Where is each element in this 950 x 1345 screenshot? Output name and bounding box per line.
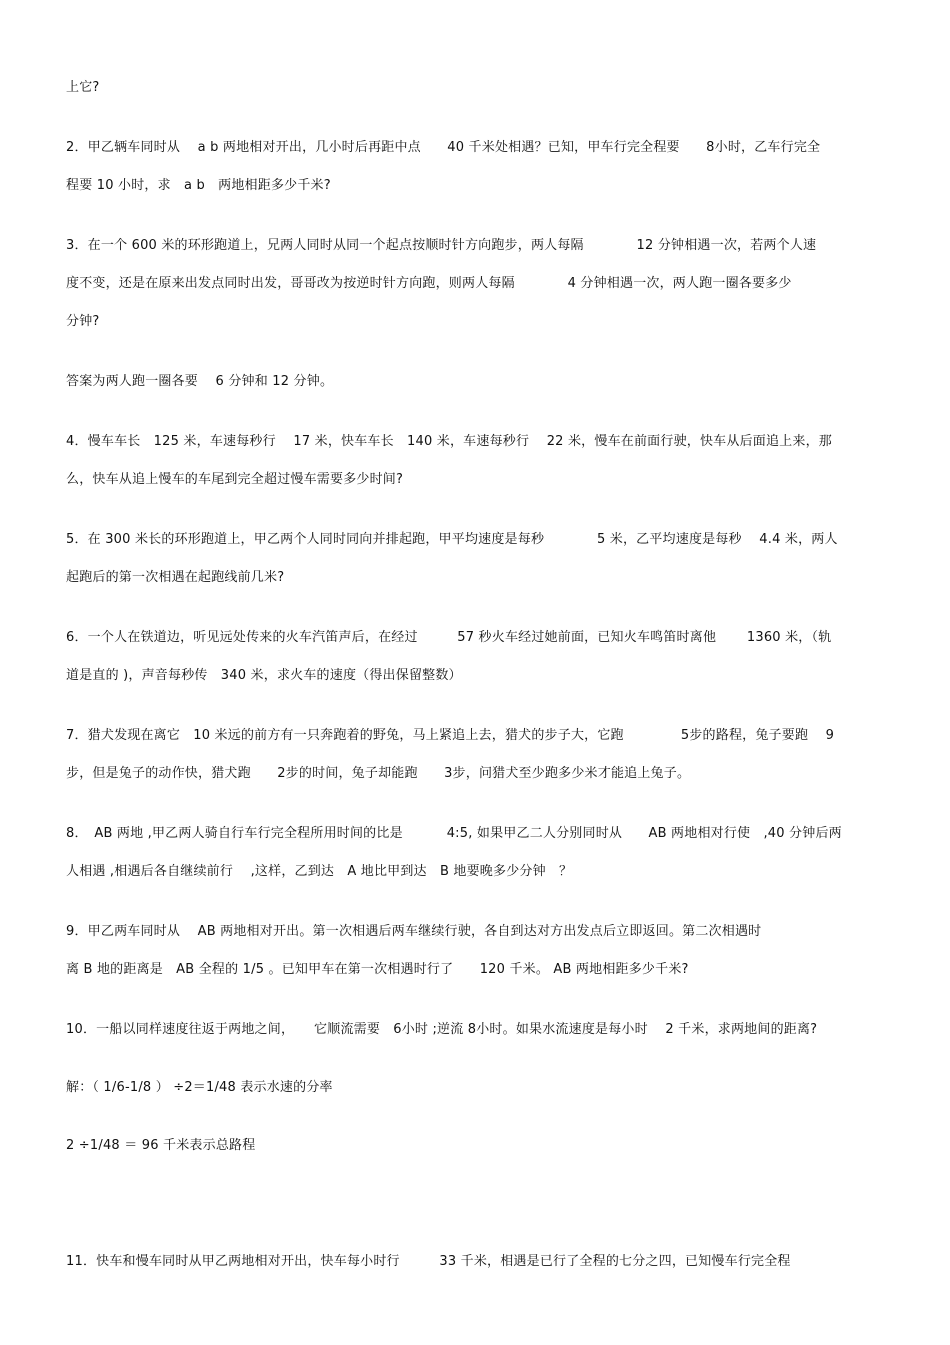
text-line: 9．甲乙两车同时从 AB 两地相对开出。第一次相遇后两车继续行驶，各自到达对方出发点后立即返回。第二次相遇时 xyxy=(66,924,762,939)
solution-line: 解：（ 1/6-1/8 ） ÷2＝1/48 表示水速的分率 xyxy=(66,1080,333,1095)
text-line: 么，快车从追上慢车的车尾到完全超过慢车需要多少时间? xyxy=(66,472,404,487)
text-line: 上它? xyxy=(66,80,100,95)
text-line: 10．一船以同样速度往返于两地之间， 它顺流需要 6小时 ;逆流 8小时。如果水流速度是每小时 2 千米，求两地间的距离? xyxy=(66,1022,818,1037)
text-line: 步，但是兔子的动作快，猎犬跑 2步的时间，兔子却能跑 3步，问猎犬至少跑多少米才能追上兔子。 xyxy=(66,766,691,781)
text-line: 4．慢车车长 125 米，车速每秒行 17 米，快车车长 140 米，车速每秒行 22 米，慢车在前面行驶，快车从后面追上来，那 xyxy=(66,434,832,449)
text-line: 7．猎犬发现在离它 10 米远的前方有一只奔跑着的野兔，马上紧追上去，猎犬的步子大，它跑 5步的路程，兔子要跑 9 xyxy=(66,728,835,743)
text-line: 3．在一个 600 米的环形跑道上，兄两人同时从同一个起点按顺时针方向跑步，两人每隔 12 分钟相遇一次，若两个人速 xyxy=(66,238,817,253)
text-line: 2．甲乙辆车同时从 a b 两地相对开出，几小时后再距中点 40 千米处相遇？已知，甲车行完全程要 8小时，乙车行完全 xyxy=(66,140,821,155)
text-line: 道是直的 )，声音每秒传 340 米，求火车的速度（得出保留整数） xyxy=(66,668,462,683)
text-line: 11．快车和慢车同时从甲乙两地相对开出，快车每小时行 33 千米，相遇是已行了全程的七分之四，已知慢车行完全程 xyxy=(66,1254,791,1269)
text-line: 分钟? xyxy=(66,314,100,329)
solution-line: 2 ÷1/48 ＝ 96 千米表示总路程 xyxy=(66,1138,256,1153)
text-line: 度不变，还是在原来出发点同时出发，哥哥改为按逆时针方向跑，则两人每隔 4 分钟相遇一次，两人跑一圈各要多少 xyxy=(66,276,792,291)
text-line: 人相遇 ,相遇后各自继续前行 ,这样，乙到达 A 地比甲到达 B 地要晚多少分钟 ？ xyxy=(66,864,573,879)
text-line: 程要 10 小时，求 a b 两地相距多少千米? xyxy=(66,178,331,193)
answer-line: 答案为两人跑一圈各要 6 分钟和 12 分钟。 xyxy=(66,374,334,389)
text-line: 8． AB 两地 ,甲乙两人骑自行车行完全程所用时间的比是 4:5, 如果甲乙二人分别同时从 AB 两地相对行使 ,40 分钟后两 xyxy=(66,826,842,841)
text-line: 起跑后的第一次相遇在起跑线前几米? xyxy=(66,570,285,585)
text-line: 6．一个人在铁道边，听见远处传来的火车汽笛声后，在经过 57 秒火车经过她前面，已知火车鸣笛时离他 1360 米，（轨 xyxy=(66,630,832,645)
text-line: 5．在 300 米长的环形跑道上，甲乙两个人同时同向并排起跑，甲平均速度是每秒 5 米，乙平均速度是每秒 4.4 米，两人 xyxy=(66,532,838,547)
text-line: 离 B 地的距离是 AB 全程的 1/5 。已知甲车在第一次相遇时行了 120 千米。 AB 两地相距多少千米? xyxy=(66,962,689,977)
